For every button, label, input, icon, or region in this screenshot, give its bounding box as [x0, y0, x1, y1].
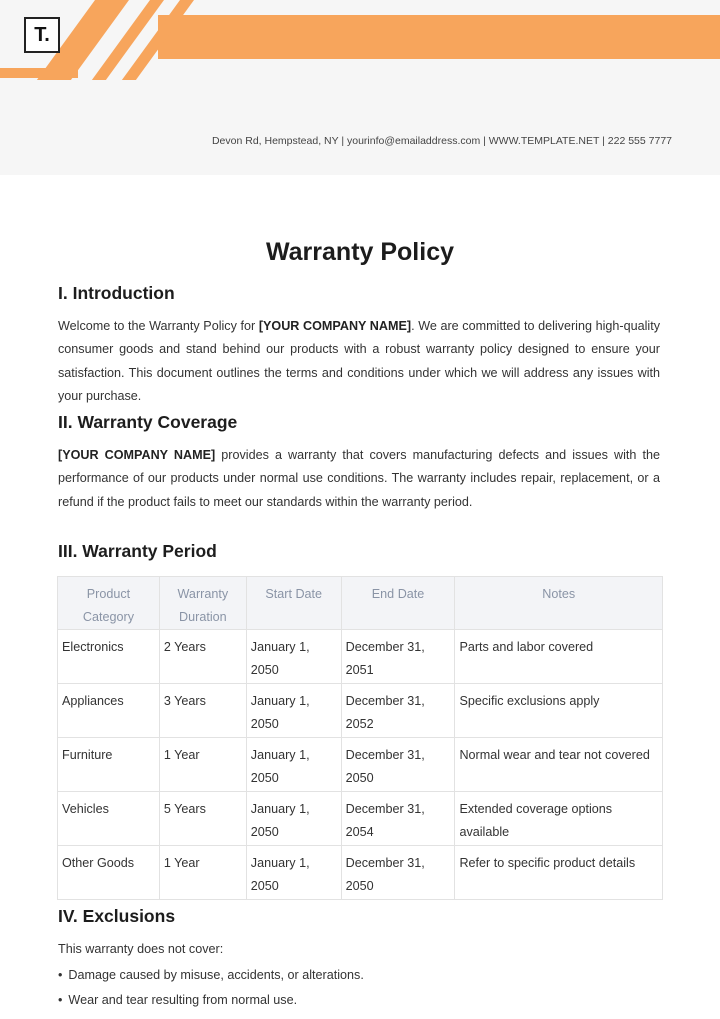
table-row [58, 792, 663, 846]
table-cell: Other Goods [58, 846, 160, 900]
table-cell: January 1, 2050 [246, 846, 341, 900]
table-cell: January 1, 2050 [246, 738, 341, 792]
coverage-heading: II. Warranty Coverage [58, 412, 238, 432]
column-header: Product Category [58, 577, 160, 630]
list-item: • Damage caused by misuse, accidents, or alterations. [58, 963, 364, 988]
contact-info: Devon Rd, Hempstead, NY | yourinfo@emailaddress.com | WWW.TEMPLATE.NET | 222 555 7777 [211, 135, 672, 147]
table-cell: January 1, 2050 [246, 630, 341, 684]
table-cell: Furniture [58, 738, 160, 792]
table-cell: Normal wear and tear not covered [455, 738, 663, 792]
introduction-paragraph [58, 315, 660, 408]
introduction-heading: I. Introduction [58, 283, 175, 303]
table-cell: Vehicles [58, 792, 160, 846]
intro-text-after: . We are committed to delivering high-quality consumer goods and stand behind our products with a robust warranty policy designed to ensure your satisfaction. This document outlines the terms and conditions under which we will address any issues with your purchase. [58, 319, 660, 403]
column-header: Notes [455, 577, 663, 630]
list-item: • Wear and tear resulting from normal use. [58, 988, 364, 1013]
table-cell: 2 Years [159, 630, 246, 684]
column-header: Warranty Duration [159, 577, 246, 630]
table-cell: Parts and labor covered [455, 630, 663, 684]
table-row [58, 684, 663, 738]
table-cell: December 31, 2054 [341, 792, 455, 846]
coverage-text: provides a warranty that covers manufacturing defects and issues with the performance of our products under normal use conditions. The warranty includes repair, replacement, or a refund if the product fails to meet our standards within the warranty period. [58, 448, 660, 509]
intro-text-before: Welcome to the Warranty Policy for [58, 319, 259, 333]
table-cell: 1 Year [159, 738, 246, 792]
table-cell: 1 Year [159, 846, 246, 900]
table-cell: December 31, 2052 [341, 684, 455, 738]
column-header: End Date [341, 577, 455, 630]
warranty-period-table [57, 576, 663, 900]
table-cell: December 31, 2051 [341, 630, 455, 684]
table-cell: January 1, 2050 [246, 792, 341, 846]
letterhead [0, 0, 720, 175]
table-header-row [58, 577, 663, 630]
warranty-period-heading: III. Warranty Period [58, 541, 217, 561]
table-cell: December 31, 2050 [341, 738, 455, 792]
table-cell: 3 Years [159, 684, 246, 738]
column-header: Start Date [246, 577, 341, 630]
exclusions-list [58, 963, 364, 1012]
table-cell: Extended coverage options available [455, 792, 663, 846]
header-accent-line [0, 68, 78, 78]
company-logo: T. [24, 17, 60, 53]
table-cell: December 31, 2050 [341, 846, 455, 900]
company-name: [YOUR COMPANY NAME] [58, 448, 216, 462]
table-cell: January 1, 2050 [246, 684, 341, 738]
exclusions-intro: This warranty does not cover: [58, 942, 224, 956]
table-row [58, 738, 663, 792]
table-cell: Electronics [58, 630, 160, 684]
table-cell: Appliances [58, 684, 160, 738]
coverage-paragraph [58, 444, 660, 514]
exclusions-heading: IV. Exclusions [58, 906, 176, 926]
table-cell: Refer to specific product details [455, 846, 663, 900]
table-cell: 5 Years [159, 792, 246, 846]
table-row [58, 630, 663, 684]
table-row [58, 846, 663, 900]
company-name: [YOUR COMPANY NAME] [258, 319, 412, 333]
page-title: Warranty Policy [265, 238, 455, 266]
table-cell: Specific exclusions apply [455, 684, 663, 738]
header-accent-stripe [158, 15, 720, 59]
